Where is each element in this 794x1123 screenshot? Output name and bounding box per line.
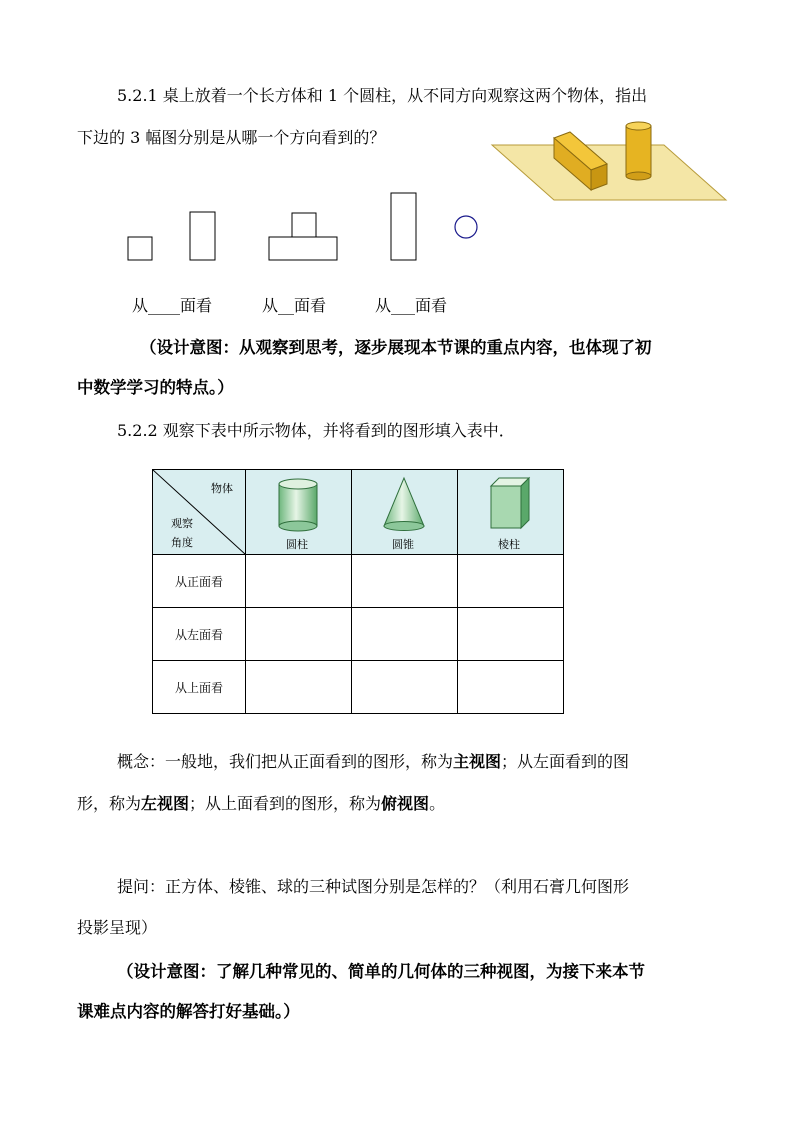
three-view-figures bbox=[120, 185, 490, 270]
answer-cell[interactable] bbox=[246, 661, 352, 714]
table-corner-cell bbox=[153, 470, 246, 555]
table-header-prism bbox=[458, 470, 564, 555]
concept-text-2: ；从左面看到的图 bbox=[501, 752, 630, 771]
term-left-view: 左视图 bbox=[141, 794, 190, 813]
question-line1: 提问：正方体、棱锥、球的三种试图分别是怎样的？（利用石膏几何图形 bbox=[117, 877, 630, 896]
answer-cell[interactable] bbox=[246, 608, 352, 661]
answer-cell[interactable] bbox=[352, 555, 458, 608]
column-label-cone: 圆锥 bbox=[392, 538, 414, 551]
concept-text-1: 概念：一般地，我们把从正面看到的图形，称为 bbox=[117, 752, 454, 771]
concept-text-5: 。 bbox=[429, 794, 446, 813]
cylinder-object bbox=[626, 122, 651, 180]
view-figure-long-rect bbox=[391, 193, 416, 260]
view-figure-circle bbox=[455, 216, 477, 238]
view-figure-combined bbox=[269, 213, 337, 260]
term-top-view: 俯视图 bbox=[381, 794, 430, 813]
table-row bbox=[153, 555, 564, 608]
answer-cell[interactable] bbox=[352, 608, 458, 661]
answer-cell[interactable] bbox=[352, 661, 458, 714]
answer-cell[interactable] bbox=[458, 661, 564, 714]
table-row bbox=[153, 608, 564, 661]
blank-label-2: 从__面看 bbox=[262, 296, 327, 315]
column-label-cylinder: 圆柱 bbox=[286, 538, 308, 551]
corner-label-angle: 角度 bbox=[171, 536, 193, 549]
blank-label-3: 从___面看 bbox=[375, 296, 448, 315]
concept-line1 bbox=[117, 752, 629, 772]
design-note-2-line2: 课难点内容的解答打好基础。） bbox=[77, 1002, 300, 1021]
concept-text-4: ；从上面看到的图形，称为 bbox=[189, 794, 382, 813]
problem-521-line2: 下边的 3 幅图分别是从哪一个方向看到的？ bbox=[77, 128, 386, 147]
concept-text-3: 形，称为 bbox=[77, 794, 142, 813]
answer-cell[interactable] bbox=[458, 555, 564, 608]
view-figure-square bbox=[128, 237, 152, 260]
concept-line2 bbox=[77, 794, 445, 814]
tabletop-illustration bbox=[490, 112, 730, 207]
row-label-top: 从上面看 bbox=[153, 661, 246, 714]
problem-521-line1: 5.2.1 桌上放着一个长方体和 1 个圆柱，从不同方向观察这两个物体，指出 bbox=[117, 86, 648, 105]
corner-label-observe: 观察 bbox=[171, 517, 193, 530]
row-label-front: 从正面看 bbox=[153, 555, 246, 608]
table-row bbox=[153, 661, 564, 714]
blank-label-1: 从____面看 bbox=[132, 296, 213, 315]
observation-table bbox=[152, 469, 564, 714]
question-line2: 投影呈现） bbox=[77, 918, 158, 937]
table-header-cylinder bbox=[246, 470, 352, 555]
table-header-cone bbox=[352, 470, 458, 555]
answer-cell[interactable] bbox=[458, 608, 564, 661]
row-label-left: 从左面看 bbox=[153, 608, 246, 661]
design-note-1-line1: （设计意图：从观察到思考，逐步展现本节课的重点内容，也体现了初 bbox=[140, 338, 652, 357]
answer-cell[interactable] bbox=[246, 555, 352, 608]
corner-label-object: 物体 bbox=[211, 482, 233, 495]
problem-522-intro: 5.2.2 观察下表中所示物体，并将看到的图形填入表中． bbox=[117, 421, 515, 440]
design-note-2-line1: （设计意图：了解几种常见的、简单的几何体的三种视图，为接下来本节 bbox=[117, 962, 645, 981]
table-header-row bbox=[153, 470, 564, 555]
column-label-prism: 棱柱 bbox=[498, 538, 520, 551]
term-front-view: 主视图 bbox=[453, 752, 502, 771]
design-note-1-line2: 中数学学习的特点。） bbox=[77, 378, 234, 397]
view-figure-tall-rect bbox=[190, 212, 215, 260]
